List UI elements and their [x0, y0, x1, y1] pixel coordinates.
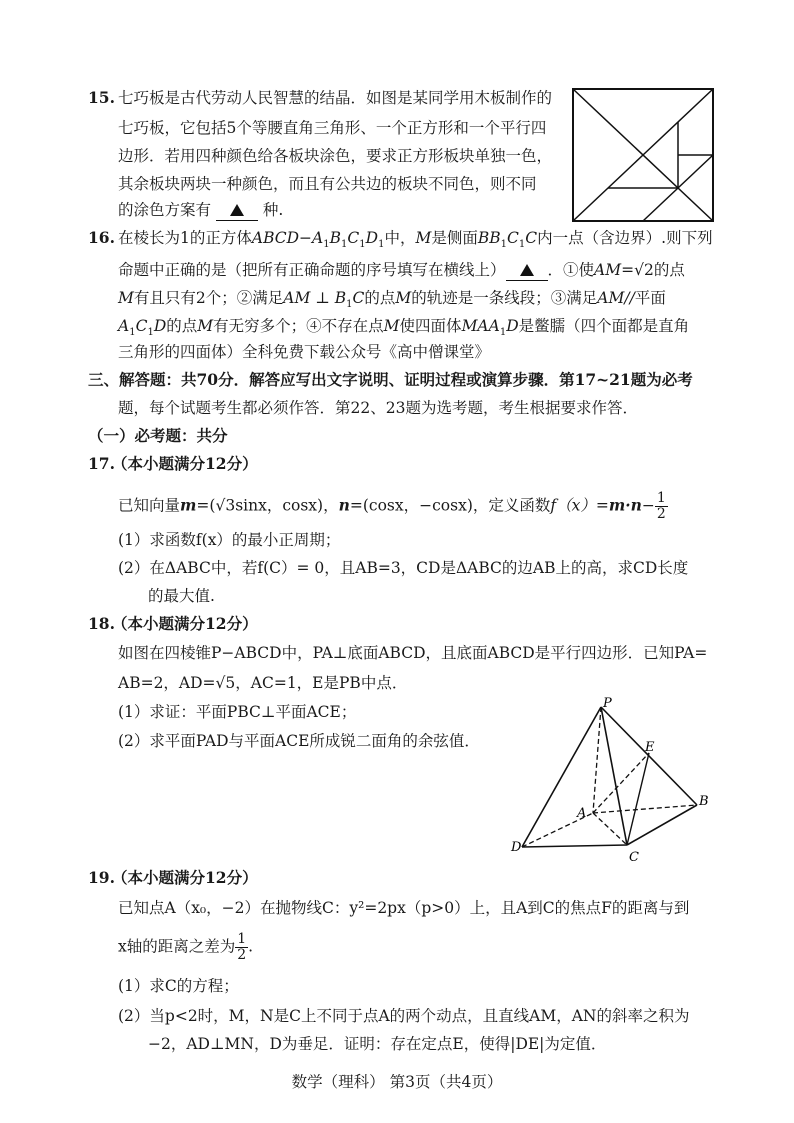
q17-math: =(cosx，−cosx)，定义函数: [349, 496, 551, 515]
q16-math: D: [365, 229, 379, 247]
q16-math: BB: [477, 229, 501, 247]
q16-line1: 在棱长为1的正方体$ABCD-A_1B_1C_1D_1$中，M是侧面$BB_1C_1C$内一点（含边界）.则下列: [118, 229, 713, 251]
q16-line5: 三角形的四面体）全科免费下载公众号《高中僧课堂》: [118, 343, 491, 361]
q18-part2: (2）求平面PAD与平面ACE所成锐二面角的余弦值．: [118, 732, 480, 750]
q16-math: −: [299, 229, 313, 247]
q18-number: 18.: [88, 614, 115, 633]
q16-math: C: [347, 229, 360, 247]
q16-text: 有无穷多个；④不存在点: [213, 317, 384, 335]
page-footer: 数学（理科） 第3页（共4页）: [291, 1073, 503, 1091]
q19-part1: (1）求C的方程；: [118, 977, 239, 995]
q16-math: AM//: [597, 289, 635, 307]
q16-text: 内一点（含边界）.则下列: [537, 229, 713, 247]
q18-line2: AB=2，AD=√5，AC=1，E是PB中点．: [118, 674, 408, 692]
answer-blank: [216, 200, 258, 221]
label-P: P: [603, 696, 612, 711]
q19-line2: [118, 932, 253, 963]
q16-text: ．①使: [547, 261, 595, 279]
q16-line2: [118, 260, 685, 281]
q16-math: D: [153, 317, 167, 335]
q16-math: √2: [634, 261, 654, 279]
q16-math: A: [118, 317, 130, 335]
q16-text: 使四面体: [399, 317, 462, 335]
q15-line5-text: 的涂色方案有: [118, 201, 212, 219]
q16-math: C: [135, 317, 148, 335]
q19-line1: 已知点A（x₀，−2）在抛物线C：y²=2px（p>0）上，且A到C的焦点F的距离与到: [118, 899, 690, 917]
fraction: [235, 932, 248, 963]
q18-heading: （本小题满分12分）: [112, 614, 258, 633]
q17-math: m·n: [608, 495, 642, 515]
q17-math: −: [641, 496, 655, 515]
label-E: E: [645, 740, 655, 755]
q16-math: M: [197, 317, 214, 335]
q16-text: 平面: [634, 289, 666, 307]
fraction: [655, 491, 668, 522]
fraction-denominator: 2: [237, 947, 247, 963]
q17-math: n: [338, 495, 350, 515]
triangle-icon: [230, 204, 244, 216]
label-B: B: [699, 794, 709, 809]
tangram-figure: [572, 88, 714, 222]
q16-math: C: [507, 229, 519, 247]
answer-blank: [506, 260, 548, 281]
q16-text: 的点: [166, 317, 198, 335]
q15-number: 15.: [88, 88, 115, 107]
q16-math: M: [118, 289, 134, 307]
q16-math: M: [415, 229, 432, 247]
q16-math: M: [383, 317, 400, 335]
q17-part2-cont: 的最大值.: [148, 587, 215, 605]
label-C: C: [629, 850, 639, 865]
q16-text: 是侧面: [431, 229, 478, 247]
q18-part1: (1）求证：平面PBC⊥平面ACE；: [118, 703, 357, 721]
q17-math: =(√3sinx，cosx)，: [196, 496, 339, 515]
q19-part2-cont: −2，AD⊥MN，D为垂足．证明：存在定点E，使得|DE|为定值．: [148, 1035, 607, 1053]
q17-part1: (1）求函数f(x）的最小正周期；: [118, 531, 341, 549]
q16-line3: M有且只有2个；②满足AM ⊥ $B_1C$的点M的轨迹是一条线段；③满足AM//平面: [118, 289, 666, 311]
fraction-numerator: 1: [237, 931, 247, 947]
q16-math: A: [312, 229, 324, 247]
q19-number: 19.: [88, 868, 115, 887]
q15-line3: 边形．若用四种颜色给各板块涂色，要求正方形板块单独一色，: [118, 147, 553, 165]
section-3-line2: 题，每个试题考生都必须作答．第22、23题为选考题，考生根据要求作答．: [118, 399, 638, 417]
q17-math: m: [180, 495, 197, 515]
q16-text: 在棱长为1的正方体: [118, 229, 252, 247]
q16-text: 有且只有2个；②满足: [133, 289, 284, 307]
fraction-denominator: 2: [656, 506, 666, 522]
q19-text: x轴的距离之差为: [118, 937, 236, 956]
q16-text: 中，: [384, 229, 416, 247]
q16-text: 的轨迹是一条线段；③满足: [411, 289, 598, 307]
q18-line1: 如图在四棱锥P−ABCD中，PA⊥底面ABCD，且底面ABCD是平行四边形．已知PA=: [118, 644, 708, 662]
q15-line5-end: 种.: [262, 201, 284, 219]
fraction-numerator: 1: [656, 490, 666, 506]
q15-line5: [118, 200, 283, 221]
q17-part2: (2）在ΔABC中，若f(C）= 0，且AB=3，CD是ΔABC的边AB上的高，求CD长度: [118, 559, 689, 577]
q16-text: 是鳖臑（四个面都是直角: [518, 317, 690, 335]
q16-text: 命题中正确的是（把所有正确命题的序号填写在横线上）: [118, 261, 506, 279]
q16-math: AM: [594, 261, 622, 279]
q17-math: f（x）=: [550, 496, 609, 515]
q16-math: M: [395, 289, 412, 307]
q16-math: B: [329, 229, 342, 247]
q16-math: C: [525, 229, 538, 247]
q15-line4: 其余板块两块一种颜色，而且有公共边的板块不同色，则不同: [118, 175, 537, 193]
section-3-subheading: （一）必考题：共分: [88, 426, 228, 445]
q19-heading: （本小题满分12分）: [112, 868, 258, 887]
triangle-icon: [520, 264, 534, 276]
q15-line2: 七巧板，它包括5个等腰直角三角形、一个正方形和一个平行四: [118, 119, 547, 137]
label-D: D: [511, 840, 522, 855]
q19-text: .: [248, 937, 254, 956]
q16-text: 的点: [364, 289, 396, 307]
q16-line4: $A_1C_1D$的点M有无穷多个；④不存在点M使四面体$MAA_1D$是鳖臑（四个面都是直角: [118, 317, 690, 339]
q15-line1: 七巧板是古代劳动人民智慧的结晶．如图是某同学用木板制作的: [118, 89, 553, 107]
q17-number: 17.: [88, 454, 115, 473]
q16-math: =: [621, 261, 635, 279]
q16-math: ABCD: [251, 229, 300, 247]
section-3-line1: 三、解答题：共70分．解答应写出文字说明、证明过程或演算步骤．第17~21题为必考: [88, 370, 693, 389]
q17-heading: （本小题满分12分）: [112, 454, 258, 473]
pyramid-figure: [505, 695, 725, 870]
q19-part2: (2）当p<2时，M，N是C上不同于点A的两个动点，且直线AM，AN的斜率之积为: [118, 1007, 690, 1025]
q16-math: MAA: [461, 317, 500, 335]
q16-math: C: [352, 289, 365, 307]
q17-line1: [118, 491, 668, 522]
q17-text: 已知向量: [118, 496, 181, 515]
q16-math: D: [506, 317, 519, 335]
q16-math: AM ⊥ B: [283, 289, 347, 307]
q16-number: 16.: [88, 228, 115, 247]
label-A: A: [577, 806, 587, 821]
q16-text: 的点: [653, 261, 685, 279]
